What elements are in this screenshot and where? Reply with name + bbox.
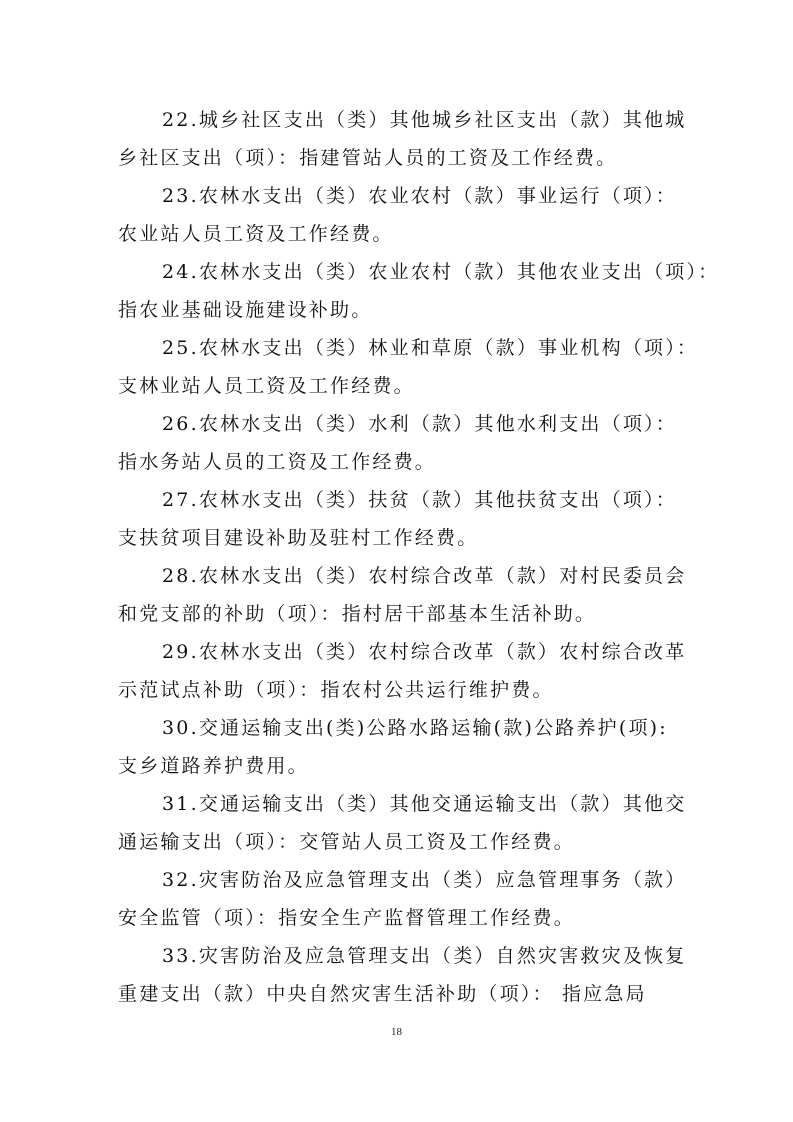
paragraph-item-24 (118, 253, 720, 329)
paragraph-line: 示范试点补助（项）：指农村公共运行维护费。 (118, 679, 554, 701)
paragraph-item-31 (118, 785, 687, 861)
paragraph-line: 和党支部的补助（项）：指村居干部基本生活补助。 (118, 603, 597, 625)
paragraph-item-27 (118, 481, 677, 557)
paragraph-item-30 (118, 709, 674, 785)
paragraph-item-32 (118, 861, 687, 937)
document-body (118, 101, 720, 1013)
paragraph-line: 支扶贫项目建设补助及驻村工作经费。 (118, 527, 479, 549)
paragraph-item-26 (118, 405, 677, 481)
paragraph-line: 30.交通运输支出(类)公路水路运输(款)公路养护(项): (162, 717, 668, 739)
paragraph-item-22 (118, 101, 687, 177)
paragraph-line: 24.农林水支出（类）农业农村（款）其他农业支出（项）： (162, 261, 720, 283)
paragraph-line: 23.农林水支出（类）农业农村（款）事业运行（项）： (162, 185, 677, 207)
paragraph-line: 支林业站人员工资及工作经费。 (118, 375, 415, 397)
paragraph-line: 27.农林水支出（类）扶贫（款）其他扶贫支出（项）： (162, 489, 677, 511)
paragraph-item-28 (118, 557, 687, 633)
paragraph-line: 33.灾害防治及应急管理支出（类）自然灾害救灾及恢复 (162, 945, 687, 967)
paragraph-line: 29.农林水支出（类）农村综合改革（款）农村综合改革 (162, 641, 687, 663)
paragraph-line: 31.交通运输支出（类）其他交通运输支出（款）其他交 (162, 793, 687, 815)
paragraph-item-23 (118, 177, 677, 253)
paragraph-line: 乡社区支出（项）：指建管站人员的工资及工作经费。 (118, 147, 618, 169)
paragraph-line: 32.灾害防治及应急管理支出（类）应急管理事务（款） (162, 869, 687, 891)
paragraph-line: 支乡道路养护费用。 (118, 755, 309, 777)
paragraph-item-33 (118, 937, 687, 1013)
paragraph-line: 指水务站人员的工资及工作经费。 (118, 451, 437, 473)
paragraph-line: 安全监管（项）：指安全生产监督管理工作经费。 (118, 907, 575, 929)
paragraph-line: 农业站人员工资及工作经费。 (118, 223, 394, 245)
paragraph-line: 重建支出（款）中央自然灾害生活补助（项）： 指应急局 (118, 983, 647, 1005)
paragraph-line: 28.农林水支出（类）农村综合改革（款）对村民委员会 (162, 565, 687, 587)
paragraph-line: 指农业基础设施建设补助。 (118, 299, 373, 321)
page-number: 18 (391, 1026, 402, 1038)
paragraph-line: 25.农林水支出（类）林业和草原（款）事业机构（项）： (162, 337, 699, 359)
paragraph-line: 22.城乡社区支出（类）其他城乡社区支出（款）其他城 (162, 109, 687, 131)
paragraph-line: 通运输支出（项）：交管站人员工资及工作经费。 (118, 831, 575, 853)
paragraph-item-25 (118, 329, 699, 405)
paragraph-item-29 (118, 633, 687, 709)
paragraph-line: 26.农林水支出（类）水利（款）其他水利支出（项）： (162, 413, 677, 435)
